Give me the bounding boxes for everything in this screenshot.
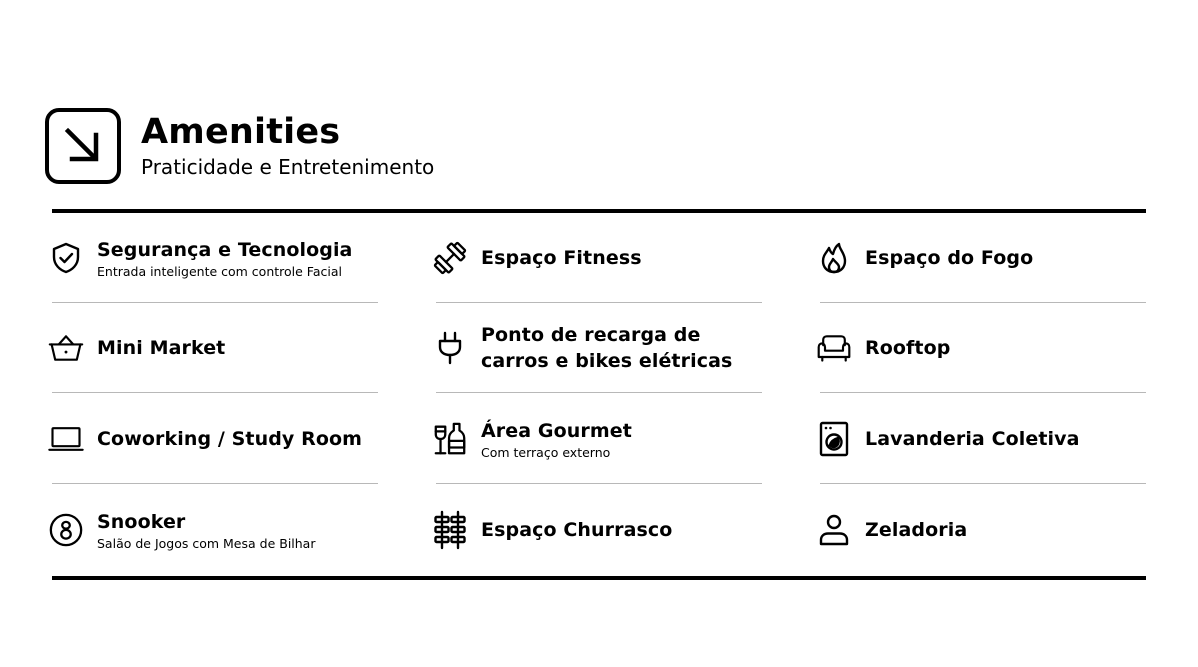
- amenity-label: Rooftop: [865, 337, 951, 359]
- amenity-churrasco: [436, 485, 762, 575]
- amenity-label: Zeladoria: [865, 519, 968, 541]
- amenity-snooker: [52, 485, 378, 575]
- sofa-icon: [816, 330, 852, 366]
- amenity-label: Lavanderia Coletiva: [865, 428, 1080, 450]
- amenity-label: Mini Market: [97, 337, 226, 359]
- amenity-fitness: [436, 213, 762, 303]
- laptop-icon: [48, 421, 84, 457]
- amenity-seguranca: [52, 213, 378, 303]
- amenity-fogo: [820, 213, 1146, 303]
- amenity-label: Área Gourmet: [481, 419, 632, 442]
- person-icon: [816, 512, 852, 548]
- amenity-zeladoria: [820, 485, 1146, 575]
- arrow-down-right-icon: [45, 108, 121, 184]
- amenity-label: Ponto de recarga de carros e bikes elétricas: [481, 324, 733, 372]
- amenity-coworking: [52, 394, 378, 484]
- basket-icon: [48, 330, 84, 366]
- amenity-recarga: [436, 303, 762, 393]
- flame-icon: [816, 240, 852, 276]
- amenity-label: Espaço Fitness: [481, 247, 642, 269]
- amenity-sub: Salão de Jogos com Mesa de Bilhar: [97, 535, 316, 551]
- amenity-sub: Com terraço externo: [481, 444, 611, 460]
- dumbbell-icon: [432, 240, 468, 276]
- amenity-gourmet: [436, 394, 762, 484]
- amenity-rooftop: [820, 303, 1146, 393]
- skewer-icon: [432, 512, 468, 548]
- amenity-label: Segurança e Tecnologia: [97, 238, 353, 261]
- amenity-label: Snooker: [97, 510, 186, 533]
- amenity-mini-market: [52, 303, 378, 393]
- amenity-label: Espaço do Fogo: [865, 247, 1034, 269]
- page-title: Amenities: [141, 112, 341, 152]
- wine-bottle-icon: [432, 421, 468, 457]
- washing-machine-icon: [816, 421, 852, 457]
- plug-icon: [432, 330, 468, 366]
- billiard-ball-icon: [48, 512, 84, 548]
- amenity-lavanderia: [820, 394, 1146, 484]
- shield-check-icon: [48, 240, 84, 276]
- amenity-sub: Entrada inteligente com controle Facial: [97, 263, 342, 279]
- amenity-label: Espaço Churrasco: [481, 519, 673, 541]
- amenities-grid: [52, 213, 1146, 576]
- amenity-label: Coworking / Study Room: [97, 428, 363, 450]
- bottom-divider: [52, 576, 1146, 580]
- header: [45, 105, 434, 187]
- page-subtitle: Praticidade e Entretenimento: [141, 155, 435, 179]
